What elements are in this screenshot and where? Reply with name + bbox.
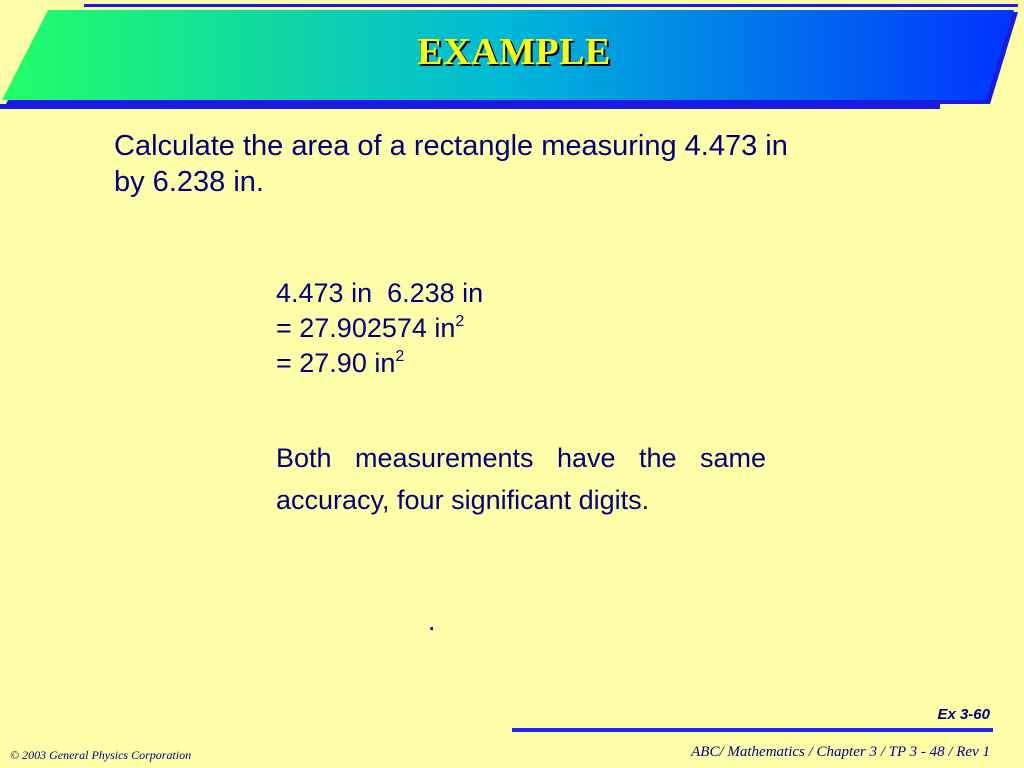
problem-line-2: by 6.238 in.: [114, 166, 264, 198]
problem-line-1: Calculate the area of a rectangle measuring 4.473 in: [114, 130, 788, 162]
calc-result-raw-exponent: 2: [455, 313, 465, 330]
banner-top-rule: [84, 4, 1018, 7]
calc-result-rounded: [276, 346, 776, 381]
problem-statement: [114, 128, 934, 200]
calc-product: 4.473 in 6.238 in: [276, 278, 484, 308]
calc-result-rounded-exponent: 2: [395, 348, 405, 365]
calc-result-raw-text: = 27.902574 in: [276, 313, 456, 343]
banner-bottom-rule: [0, 104, 940, 109]
slide-number: Ex 3-60: [937, 706, 990, 723]
footer-divider: [512, 728, 993, 732]
course-info: ABC/ Mathematics / Chapter 3 / TP 3 - 48 / Rev 1: [691, 744, 990, 760]
copyright-notice: © 2003 General Physics Corporation: [10, 748, 192, 762]
slide-title: EXAMPLE: [417, 31, 611, 73]
calc-result-raw: [276, 311, 776, 346]
stray-period: .: [428, 606, 436, 636]
calculation-block: [276, 276, 776, 381]
calc-result-rounded-text: = 27.90 in: [276, 348, 396, 378]
explanation-note: Both measurements have the same accuracy, four significant digits.: [276, 443, 766, 515]
